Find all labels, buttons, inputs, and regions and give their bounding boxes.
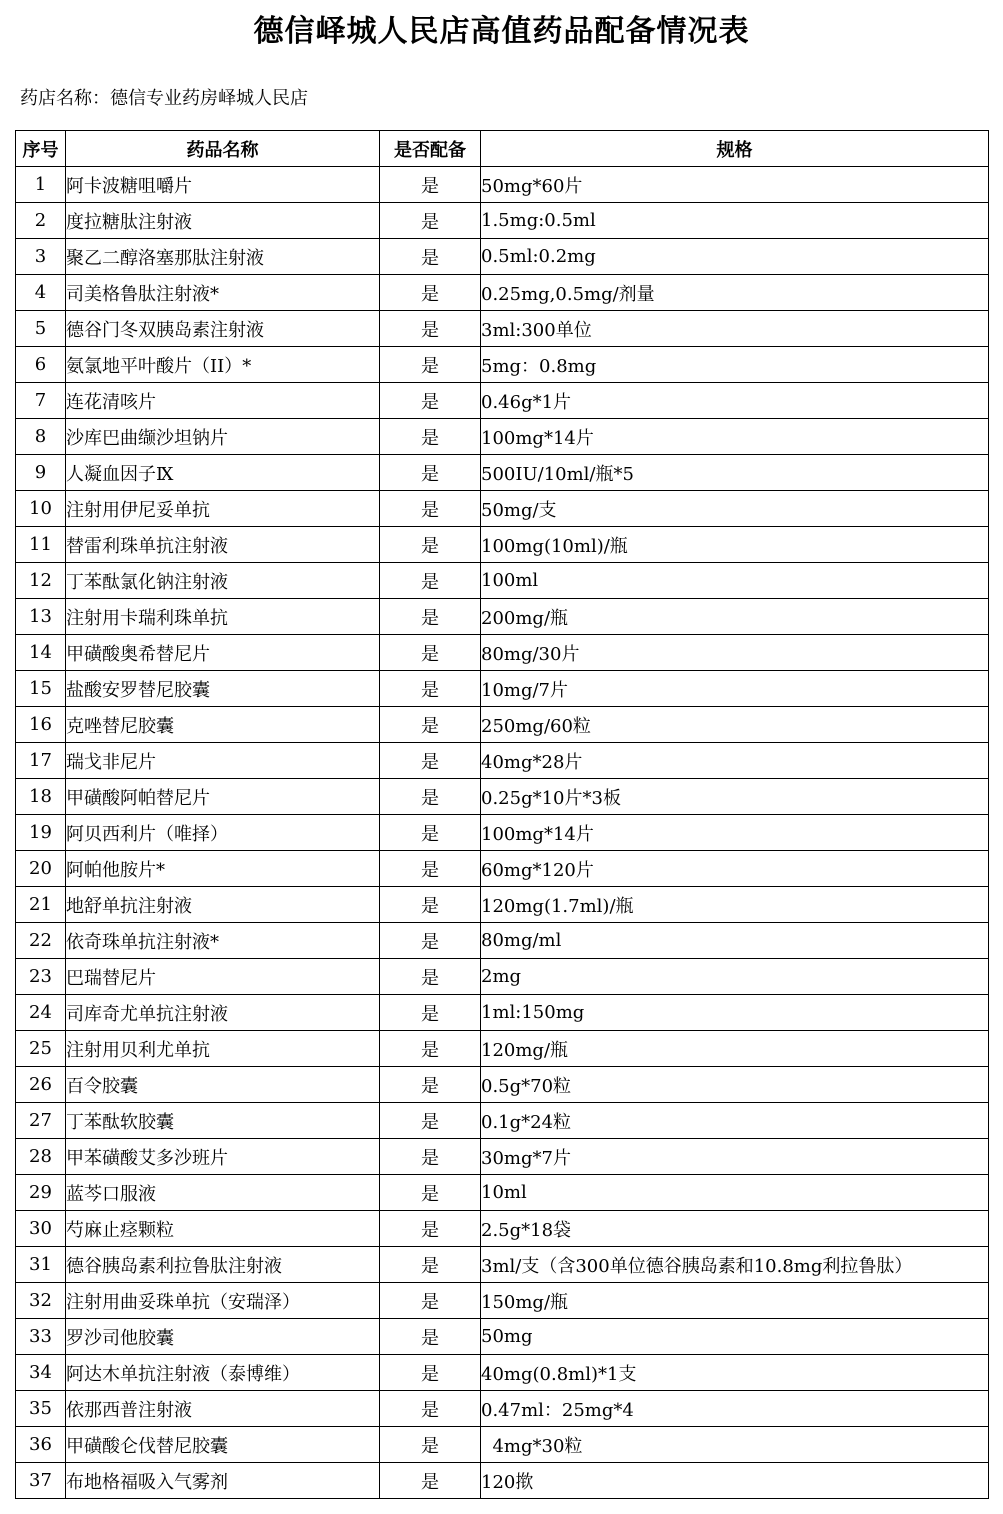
stocked-flag: 是 bbox=[380, 275, 481, 311]
table-row bbox=[16, 1175, 989, 1211]
header-no: 序号 bbox=[16, 131, 66, 167]
table-header-row bbox=[16, 131, 989, 167]
table-row bbox=[16, 1391, 989, 1427]
row-number: 14 bbox=[16, 635, 66, 671]
stocked-flag: 是 bbox=[380, 707, 481, 743]
table-row bbox=[16, 887, 989, 923]
row-number: 9 bbox=[16, 455, 66, 491]
drug-name: 阿帕他胺片* bbox=[66, 851, 380, 887]
table-row bbox=[16, 779, 989, 815]
drug-name: 注射用卡瑞利珠单抗 bbox=[66, 599, 380, 635]
row-number: 11 bbox=[16, 527, 66, 563]
drug-spec: 100mg*14片 bbox=[481, 815, 989, 851]
drug-name: 盐酸安罗替尼胶囊 bbox=[66, 671, 380, 707]
drug-spec: 2mg bbox=[481, 959, 989, 995]
row-number: 34 bbox=[16, 1355, 66, 1391]
drug-name: 甲磺酸阿帕替尼片 bbox=[66, 779, 380, 815]
drug-spec: 50mg*60片 bbox=[481, 167, 989, 203]
row-number: 23 bbox=[16, 959, 66, 995]
row-number: 4 bbox=[16, 275, 66, 311]
drug-spec: 0.46g*1片 bbox=[481, 383, 989, 419]
drug-spec: 80mg/ml bbox=[481, 923, 989, 959]
table-row bbox=[16, 635, 989, 671]
stocked-flag: 是 bbox=[380, 1067, 481, 1103]
table-row bbox=[16, 1427, 989, 1463]
stocked-flag: 是 bbox=[380, 815, 481, 851]
row-number: 29 bbox=[16, 1175, 66, 1211]
row-number: 10 bbox=[16, 491, 66, 527]
drug-spec: 4mg*30粒 bbox=[481, 1427, 989, 1463]
table-row bbox=[16, 1211, 989, 1247]
drug-spec: 3ml:300单位 bbox=[481, 311, 989, 347]
table-row bbox=[16, 995, 989, 1031]
table-row bbox=[16, 1319, 989, 1355]
table-row bbox=[16, 1139, 989, 1175]
drug-name: 依那西普注射液 bbox=[66, 1391, 380, 1427]
row-number: 5 bbox=[16, 311, 66, 347]
drug-name: 注射用曲妥珠单抗（安瑞泽） bbox=[66, 1283, 380, 1319]
drug-name: 人凝血因子Ⅸ bbox=[66, 455, 380, 491]
table-row bbox=[16, 527, 989, 563]
drug-spec: 1ml:150mg bbox=[481, 995, 989, 1031]
table-row bbox=[16, 311, 989, 347]
drug-name: 阿达木单抗注射液（泰博维） bbox=[66, 1355, 380, 1391]
stocked-flag: 是 bbox=[380, 743, 481, 779]
row-number: 33 bbox=[16, 1319, 66, 1355]
row-number: 15 bbox=[16, 671, 66, 707]
drug-name: 德谷胰岛素利拉鲁肽注射液 bbox=[66, 1247, 380, 1283]
drug-spec: 10mg/7片 bbox=[481, 671, 989, 707]
table-row bbox=[16, 1283, 989, 1319]
row-number: 2 bbox=[16, 203, 66, 239]
drug-spec: 50mg/支 bbox=[481, 491, 989, 527]
table-row bbox=[16, 239, 989, 275]
stocked-flag: 是 bbox=[380, 167, 481, 203]
stocked-flag: 是 bbox=[380, 599, 481, 635]
table-row bbox=[16, 671, 989, 707]
drug-name: 克唑替尼胶囊 bbox=[66, 707, 380, 743]
row-number: 17 bbox=[16, 743, 66, 779]
stocked-flag: 是 bbox=[380, 1139, 481, 1175]
drug-spec: 0.5ml:0.2mg bbox=[481, 239, 989, 275]
drug-name: 司美格鲁肽注射液* bbox=[66, 275, 380, 311]
drug-spec: 0.1g*24粒 bbox=[481, 1103, 989, 1139]
stocked-flag: 是 bbox=[380, 1031, 481, 1067]
drug-table bbox=[15, 130, 989, 1499]
stocked-flag: 是 bbox=[380, 311, 481, 347]
row-number: 27 bbox=[16, 1103, 66, 1139]
stocked-flag: 是 bbox=[380, 383, 481, 419]
drug-name: 甲磺酸仑伐替尼胶囊 bbox=[66, 1427, 380, 1463]
drug-name: 罗沙司他胶囊 bbox=[66, 1319, 380, 1355]
stocked-flag: 是 bbox=[380, 1391, 481, 1427]
drug-name: 度拉糖肽注射液 bbox=[66, 203, 380, 239]
header-stocked: 是否配备 bbox=[380, 131, 481, 167]
drug-name: 甲磺酸奥希替尼片 bbox=[66, 635, 380, 671]
table-body bbox=[16, 167, 989, 1499]
drug-name: 依奇珠单抗注射液* bbox=[66, 923, 380, 959]
row-number: 36 bbox=[16, 1427, 66, 1463]
stocked-flag: 是 bbox=[380, 1283, 481, 1319]
stocked-flag: 是 bbox=[380, 995, 481, 1031]
row-number: 25 bbox=[16, 1031, 66, 1067]
table-row bbox=[16, 383, 989, 419]
drug-spec: 2.5g*18袋 bbox=[481, 1211, 989, 1247]
stocked-flag: 是 bbox=[380, 1355, 481, 1391]
row-number: 16 bbox=[16, 707, 66, 743]
row-number: 13 bbox=[16, 599, 66, 635]
table-row bbox=[16, 203, 989, 239]
row-number: 1 bbox=[16, 167, 66, 203]
row-number: 6 bbox=[16, 347, 66, 383]
stocked-flag: 是 bbox=[380, 851, 481, 887]
drug-name: 百令胶囊 bbox=[66, 1067, 380, 1103]
stocked-flag: 是 bbox=[380, 1247, 481, 1283]
row-number: 26 bbox=[16, 1067, 66, 1103]
drug-name: 蓝芩口服液 bbox=[66, 1175, 380, 1211]
stocked-flag: 是 bbox=[380, 563, 481, 599]
drug-name: 瑞戈非尼片 bbox=[66, 743, 380, 779]
drug-spec: 0.5g*70粒 bbox=[481, 1067, 989, 1103]
stocked-flag: 是 bbox=[380, 419, 481, 455]
row-number: 35 bbox=[16, 1391, 66, 1427]
row-number: 7 bbox=[16, 383, 66, 419]
table-row bbox=[16, 419, 989, 455]
drug-spec: 200mg/瓶 bbox=[481, 599, 989, 635]
header-spec: 规格 bbox=[481, 131, 989, 167]
drug-name: 注射用伊尼妥单抗 bbox=[66, 491, 380, 527]
row-number: 8 bbox=[16, 419, 66, 455]
drug-name: 司库奇尤单抗注射液 bbox=[66, 995, 380, 1031]
table-row bbox=[16, 599, 989, 635]
drug-name: 阿卡波糖咀嚼片 bbox=[66, 167, 380, 203]
table-row bbox=[16, 815, 989, 851]
table-row bbox=[16, 1355, 989, 1391]
drug-spec: 60mg*120片 bbox=[481, 851, 989, 887]
drug-name: 丁苯酞氯化钠注射液 bbox=[66, 563, 380, 599]
stocked-flag: 是 bbox=[380, 923, 481, 959]
drug-spec: 120mg(1.7ml)/瓶 bbox=[481, 887, 989, 923]
drug-spec: 50mg bbox=[481, 1319, 989, 1355]
table-row bbox=[16, 959, 989, 995]
stocked-flag: 是 bbox=[380, 635, 481, 671]
drug-name: 沙库巴曲缬沙坦钠片 bbox=[66, 419, 380, 455]
drug-spec: 30mg*7片 bbox=[481, 1139, 989, 1175]
drug-name: 替雷利珠单抗注射液 bbox=[66, 527, 380, 563]
table-row bbox=[16, 563, 989, 599]
row-number: 21 bbox=[16, 887, 66, 923]
table-row bbox=[16, 1103, 989, 1139]
store-name: 药店名称：德信专业药房峄城人民店 bbox=[20, 88, 308, 109]
table-row bbox=[16, 1247, 989, 1283]
stocked-flag: 是 bbox=[380, 203, 481, 239]
drug-spec: 500IU/10ml/瓶*5 bbox=[481, 455, 989, 491]
drug-name: 甲苯磺酸艾多沙班片 bbox=[66, 1139, 380, 1175]
stocked-flag: 是 bbox=[380, 455, 481, 491]
drug-spec: 40mg*28片 bbox=[481, 743, 989, 779]
table-row bbox=[16, 851, 989, 887]
table-row bbox=[16, 923, 989, 959]
drug-spec: 10ml bbox=[481, 1175, 989, 1211]
drug-spec: 250mg/60粒 bbox=[481, 707, 989, 743]
table-row bbox=[16, 1067, 989, 1103]
table-row bbox=[16, 455, 989, 491]
table-row bbox=[16, 1463, 989, 1499]
row-number: 18 bbox=[16, 779, 66, 815]
table-row bbox=[16, 347, 989, 383]
drug-name: 氨氯地平叶酸片（II）* bbox=[66, 347, 380, 383]
row-number: 30 bbox=[16, 1211, 66, 1247]
row-number: 22 bbox=[16, 923, 66, 959]
stocked-flag: 是 bbox=[380, 1175, 481, 1211]
drug-spec: 150mg/瓶 bbox=[481, 1283, 989, 1319]
row-number: 32 bbox=[16, 1283, 66, 1319]
stocked-flag: 是 bbox=[380, 527, 481, 563]
drug-spec: 1.5mg:0.5ml bbox=[481, 203, 989, 239]
drug-name: 布地格福吸入气雾剂 bbox=[66, 1463, 380, 1499]
drug-name: 丁苯酞软胶囊 bbox=[66, 1103, 380, 1139]
stocked-flag: 是 bbox=[380, 239, 481, 275]
table-row bbox=[16, 167, 989, 203]
stocked-flag: 是 bbox=[380, 1427, 481, 1463]
drug-name: 地舒单抗注射液 bbox=[66, 887, 380, 923]
stocked-flag: 是 bbox=[380, 347, 481, 383]
stocked-flag: 是 bbox=[380, 671, 481, 707]
drug-spec: 100mg(10ml)/瓶 bbox=[481, 527, 989, 563]
drug-spec: 40mg(0.8ml)*1支 bbox=[481, 1355, 989, 1391]
row-number: 24 bbox=[16, 995, 66, 1031]
table-row bbox=[16, 707, 989, 743]
stocked-flag: 是 bbox=[380, 491, 481, 527]
drug-spec: 100ml bbox=[481, 563, 989, 599]
drug-name: 连花清咳片 bbox=[66, 383, 380, 419]
table-row bbox=[16, 1031, 989, 1067]
drug-name: 注射用贝利尤单抗 bbox=[66, 1031, 380, 1067]
drug-spec: 100mg*14片 bbox=[481, 419, 989, 455]
stocked-flag: 是 bbox=[380, 779, 481, 815]
stocked-flag: 是 bbox=[380, 959, 481, 995]
table-row bbox=[16, 275, 989, 311]
drug-spec: 3ml/支（含300单位德谷胰岛素和10.8mg利拉鲁肽） bbox=[481, 1247, 989, 1283]
stocked-flag: 是 bbox=[380, 1319, 481, 1355]
row-number: 31 bbox=[16, 1247, 66, 1283]
row-number: 20 bbox=[16, 851, 66, 887]
drug-spec: 0.47ml：25mg*4 bbox=[481, 1391, 989, 1427]
row-number: 12 bbox=[16, 563, 66, 599]
drug-name: 聚乙二醇洛塞那肽注射液 bbox=[66, 239, 380, 275]
row-number: 37 bbox=[16, 1463, 66, 1499]
drug-name: 德谷门冬双胰岛素注射液 bbox=[66, 311, 380, 347]
stocked-flag: 是 bbox=[380, 1211, 481, 1247]
header-name: 药品名称 bbox=[66, 131, 380, 167]
drug-spec: 0.25g*10片*3板 bbox=[481, 779, 989, 815]
drug-spec: 0.25mg,0.5mg/剂量 bbox=[481, 275, 989, 311]
row-number: 28 bbox=[16, 1139, 66, 1175]
row-number: 3 bbox=[16, 239, 66, 275]
drug-spec: 120揿 bbox=[481, 1463, 989, 1499]
stocked-flag: 是 bbox=[380, 1463, 481, 1499]
drug-name: 芍麻止痉颗粒 bbox=[66, 1211, 380, 1247]
drug-spec: 120mg/瓶 bbox=[481, 1031, 989, 1067]
drug-spec: 80mg/30片 bbox=[481, 635, 989, 671]
page-title: 德信峄城人民店高值药品配备情况表 bbox=[253, 14, 750, 49]
drug-name: 阿贝西利片（唯择） bbox=[66, 815, 380, 851]
drug-name: 巴瑞替尼片 bbox=[66, 959, 380, 995]
stocked-flag: 是 bbox=[380, 887, 481, 923]
row-number: 19 bbox=[16, 815, 66, 851]
table-row bbox=[16, 491, 989, 527]
stocked-flag: 是 bbox=[380, 1103, 481, 1139]
drug-spec: 5mg：0.8mg bbox=[481, 347, 989, 383]
table-row bbox=[16, 743, 989, 779]
